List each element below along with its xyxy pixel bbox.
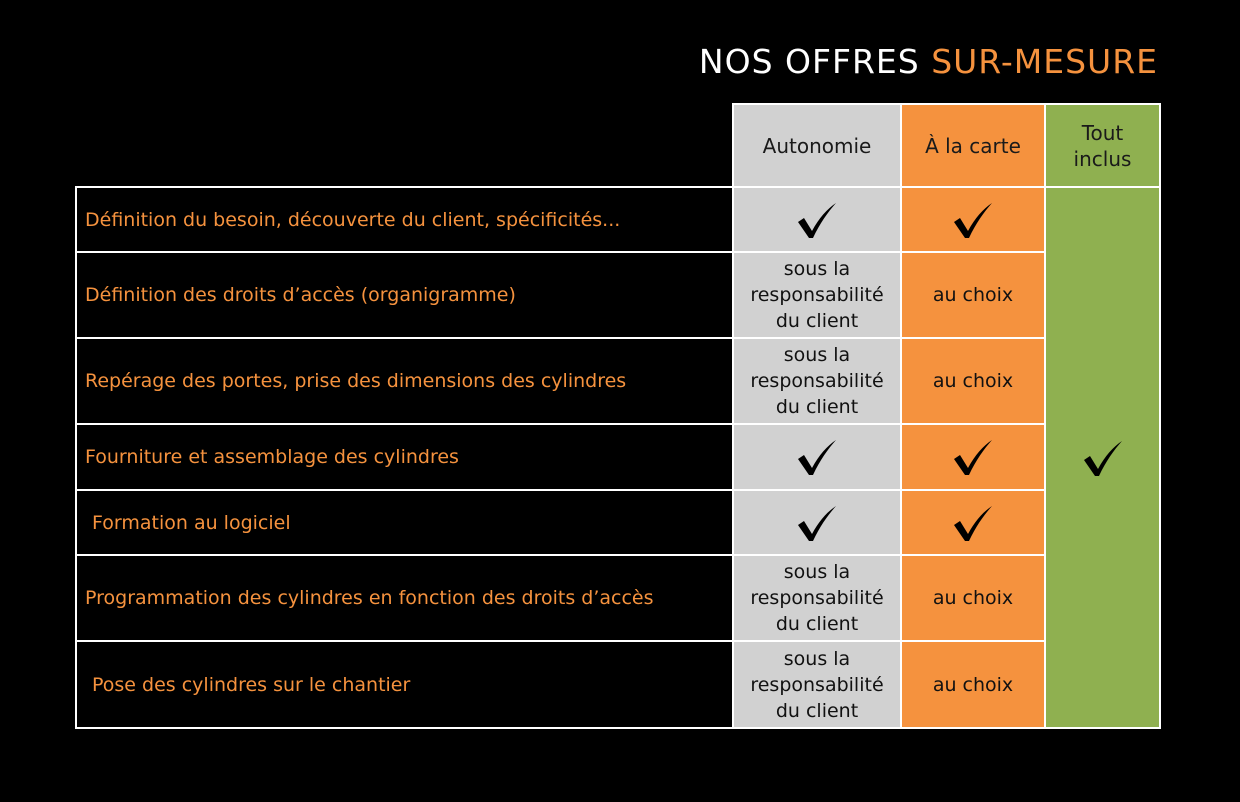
- row-label-text: Fourniture et assemblage des cylindres: [85, 446, 459, 468]
- row-label-text: Programmation des cylindres en fonction des droits d’accès: [85, 587, 654, 609]
- cell-a-la-carte: [900, 554, 1046, 642]
- table-row-label: [75, 640, 734, 729]
- cell-autonomie: [732, 423, 902, 491]
- cell-text: au choix: [932, 673, 1014, 696]
- cell-text-line: sous la: [783, 647, 851, 670]
- cell-text-line: responsabilité: [750, 673, 884, 696]
- row-label-text: Définition du besoin, découverte du client, spécificités...: [85, 208, 621, 231]
- header-autonomie-label: Autonomie: [762, 133, 872, 158]
- header-tout-inclus-line1: Tout: [1081, 120, 1124, 145]
- table-row-label: [75, 554, 734, 642]
- cell-a-la-carte: [900, 640, 1046, 729]
- cell-text-line: responsabilité: [750, 587, 884, 609]
- table-row-label: [75, 186, 734, 253]
- table-row-label: [75, 337, 734, 425]
- cell-a-la-carte: [900, 251, 1046, 339]
- cell-text: au choix: [932, 587, 1014, 609]
- cell-text-line: du client: [775, 699, 859, 722]
- cell-autonomie: [732, 251, 902, 339]
- title-part-orange: SUR-MESURE: [931, 42, 1158, 81]
- table-row-label: [75, 489, 734, 556]
- header-a-la-carte-label: À la carte: [925, 133, 1021, 158]
- cell-autonomie: [732, 337, 902, 425]
- cell-text-line: sous la: [783, 344, 851, 366]
- cell-autonomie: [732, 554, 902, 642]
- cell-a-la-carte: [900, 186, 1046, 253]
- cell-a-la-carte: [900, 337, 1046, 425]
- cell-text-line: du client: [775, 613, 859, 635]
- header-tout-inclus: [1044, 103, 1161, 188]
- row-label-text: Repérage des portes, prise des dimensions des cylindres: [85, 370, 627, 392]
- header-a-la-carte: [900, 103, 1046, 188]
- title-part-white: NOS OFFRES: [698, 42, 920, 81]
- cell-tout-inclus: [1044, 186, 1161, 729]
- check-icon: [795, 503, 839, 543]
- cell-a-la-carte: [900, 489, 1046, 556]
- cell-text: au choix: [932, 370, 1014, 392]
- cell-autonomie: [732, 640, 902, 729]
- cell-a-la-carte: [900, 423, 1046, 491]
- table-row-label: [75, 423, 734, 491]
- check-icon: [1081, 438, 1125, 478]
- cell-text: au choix: [932, 284, 1014, 306]
- cell-autonomie: [732, 489, 902, 556]
- header-autonomie: [732, 103, 902, 188]
- check-icon: [951, 437, 995, 477]
- check-icon: [795, 437, 839, 477]
- cell-text-line: du client: [775, 396, 859, 418]
- row-label-text: Pose des cylindres sur le chantier: [92, 673, 411, 696]
- cell-text-line: responsabilité: [750, 370, 884, 392]
- check-icon: [951, 503, 995, 543]
- check-icon: [951, 200, 995, 240]
- cell-text-line: du client: [775, 310, 859, 332]
- cell-text-line: sous la: [783, 258, 851, 280]
- check-icon: [795, 200, 839, 240]
- cell-text-line: responsabilité: [750, 284, 884, 306]
- cell-autonomie: [732, 186, 902, 253]
- cell-text-line: sous la: [783, 561, 851, 583]
- page-title: [699, 40, 1158, 84]
- header-tout-inclus-line2: inclus: [1073, 146, 1132, 171]
- row-label-text: Définition des droits d’accès (organigramme): [85, 284, 516, 306]
- table-row-label: [75, 251, 734, 339]
- row-label-text: Formation au logiciel: [92, 511, 291, 534]
